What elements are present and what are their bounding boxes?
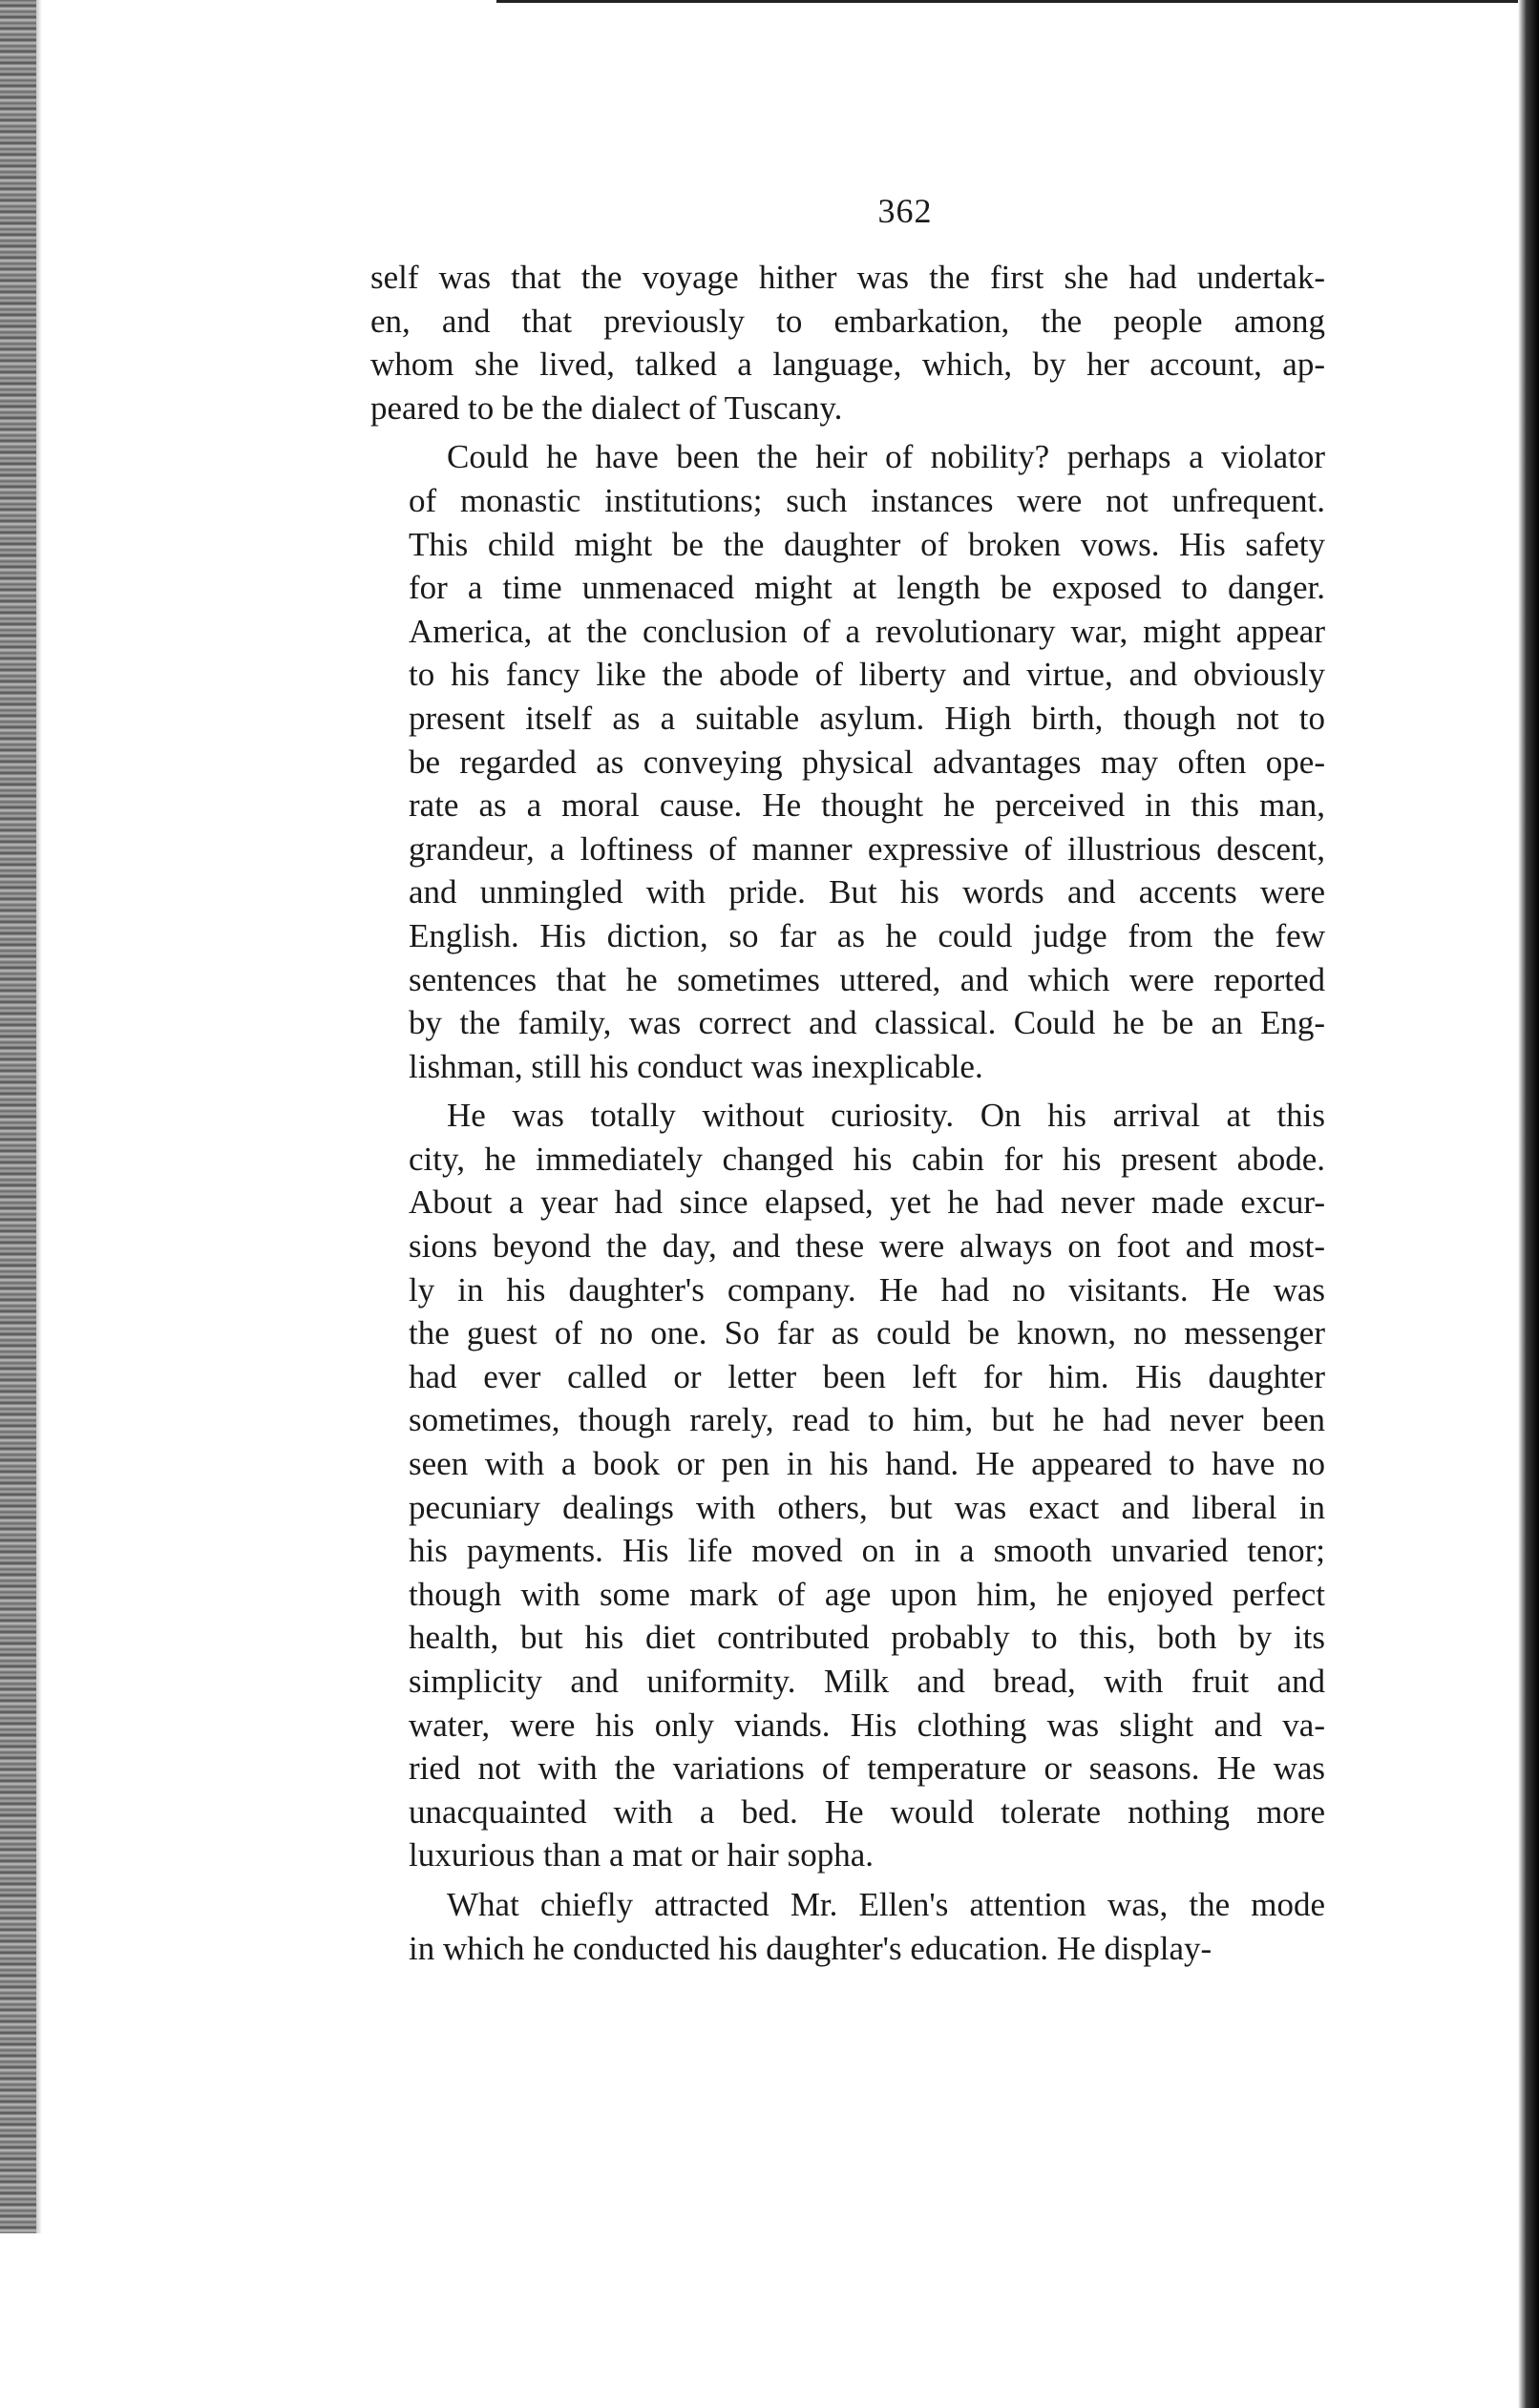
text-line: city, he immediately changed his cabin for his present abode.	[409, 1140, 1325, 1178]
text-line: whom she lived, talked a language, which, by her account, ap-	[370, 345, 1325, 384]
text-line: though with some mark of age upon him, he enjoyed perfect	[409, 1575, 1325, 1613]
text-line: rate as a moral cause. He thought he perceived in this man,	[409, 786, 1325, 825]
text-line: luxurious than a mat or hair sopha.	[409, 1836, 874, 1874]
text-line: English. His diction, so far as he could judge from the few	[409, 916, 1325, 954]
text-line: About a year had since elapsed, yet he had never made excur-	[409, 1183, 1325, 1222]
text-line: of monastic institutions; such instances were not unfrequent.	[409, 481, 1325, 519]
text-line: ried not with the variations of temperature or seasons. He was	[409, 1749, 1325, 1788]
text-line: grandeur, a loftiness of manner expressive of illustrious descent,	[409, 829, 1325, 868]
text-line: sometimes, though rarely, read to him, but he had never been	[409, 1401, 1325, 1439]
book-page	[370, 191, 1325, 1970]
text-line: en, and that previously to embarkation, the people among	[370, 302, 1325, 340]
text-line: his payments. His life moved on in a smooth unvaried tenor;	[409, 1532, 1325, 1570]
page-text-body	[370, 256, 1325, 1970]
text-line: sentences that he sometimes uttered, and which were reported	[409, 960, 1325, 998]
text-line: ly in his daughter's company. He had no visitants. He was	[409, 1270, 1325, 1309]
text-line: What chiefly attracted Mr. Ellen's attention was, the mode	[447, 1885, 1325, 1923]
text-line: in which he conducted his daughter's education. He display-	[409, 1929, 1212, 1967]
text-line: seen with a book or pen in his hand. He appeared to have no	[409, 1445, 1325, 1483]
text-line: pecuniary dealings with others, but was exact and liberal in	[409, 1488, 1325, 1526]
top-edge-rule	[496, 0, 1539, 3]
text-line: health, but his diet contributed probably to this, both by its	[409, 1619, 1325, 1657]
paragraph	[370, 256, 1325, 429]
text-line: and unmingled with pride. But his words and accents were	[409, 873, 1325, 911]
paragraph	[370, 435, 1325, 1088]
text-line: unacquainted with a bed. He would tolerate nothing more	[409, 1792, 1325, 1831]
book-binding-edge	[0, 0, 36, 2233]
page-right-shadow	[1518, 0, 1539, 2408]
page-number: 362	[877, 192, 933, 230]
text-line: simplicity and uniformity. Milk and bread, with fruit and	[409, 1663, 1325, 1700]
text-line: He was totally without curiosity. On his arrival at this	[447, 1097, 1325, 1135]
text-line: to his fancy like the abode of liberty and virtue, and obviously	[409, 656, 1325, 694]
text-line: This child might be the daughter of broken vows. His safety	[409, 525, 1325, 563]
text-line: lishman, still his conduct was inexplicable.	[409, 1047, 983, 1085]
paragraph	[370, 1883, 1325, 1970]
text-line: peared to be the dialect of Tuscany.	[370, 388, 843, 427]
text-line: for a time unmenaced might at length be exposed to danger.	[409, 569, 1325, 607]
text-line: had ever called or letter been left for him. His daughter	[409, 1357, 1325, 1395]
text-line: present itself as a suitable asylum. High birth, though not to	[409, 699, 1325, 737]
text-line: the guest of no one. So far as could be known, no messenger	[409, 1314, 1325, 1352]
text-line: by the family, was correct and classical. Could he be an Eng-	[409, 1004, 1325, 1042]
text-line: self was that the voyage hither was the first she had undertak-	[370, 259, 1325, 296]
text-line: Could he have been the heir of nobility? perhaps a violator	[447, 438, 1325, 476]
text-line: sions beyond the day, and these were always on foot and most-	[409, 1227, 1325, 1266]
text-line: be regarded as conveying physical advantages may often ope-	[409, 743, 1325, 781]
text-line: America, at the conclusion of a revolutionary war, might appear	[409, 612, 1325, 650]
paragraph	[370, 1094, 1325, 1877]
text-line: water, were his only viands. His clothing was slight and va-	[409, 1706, 1325, 1744]
